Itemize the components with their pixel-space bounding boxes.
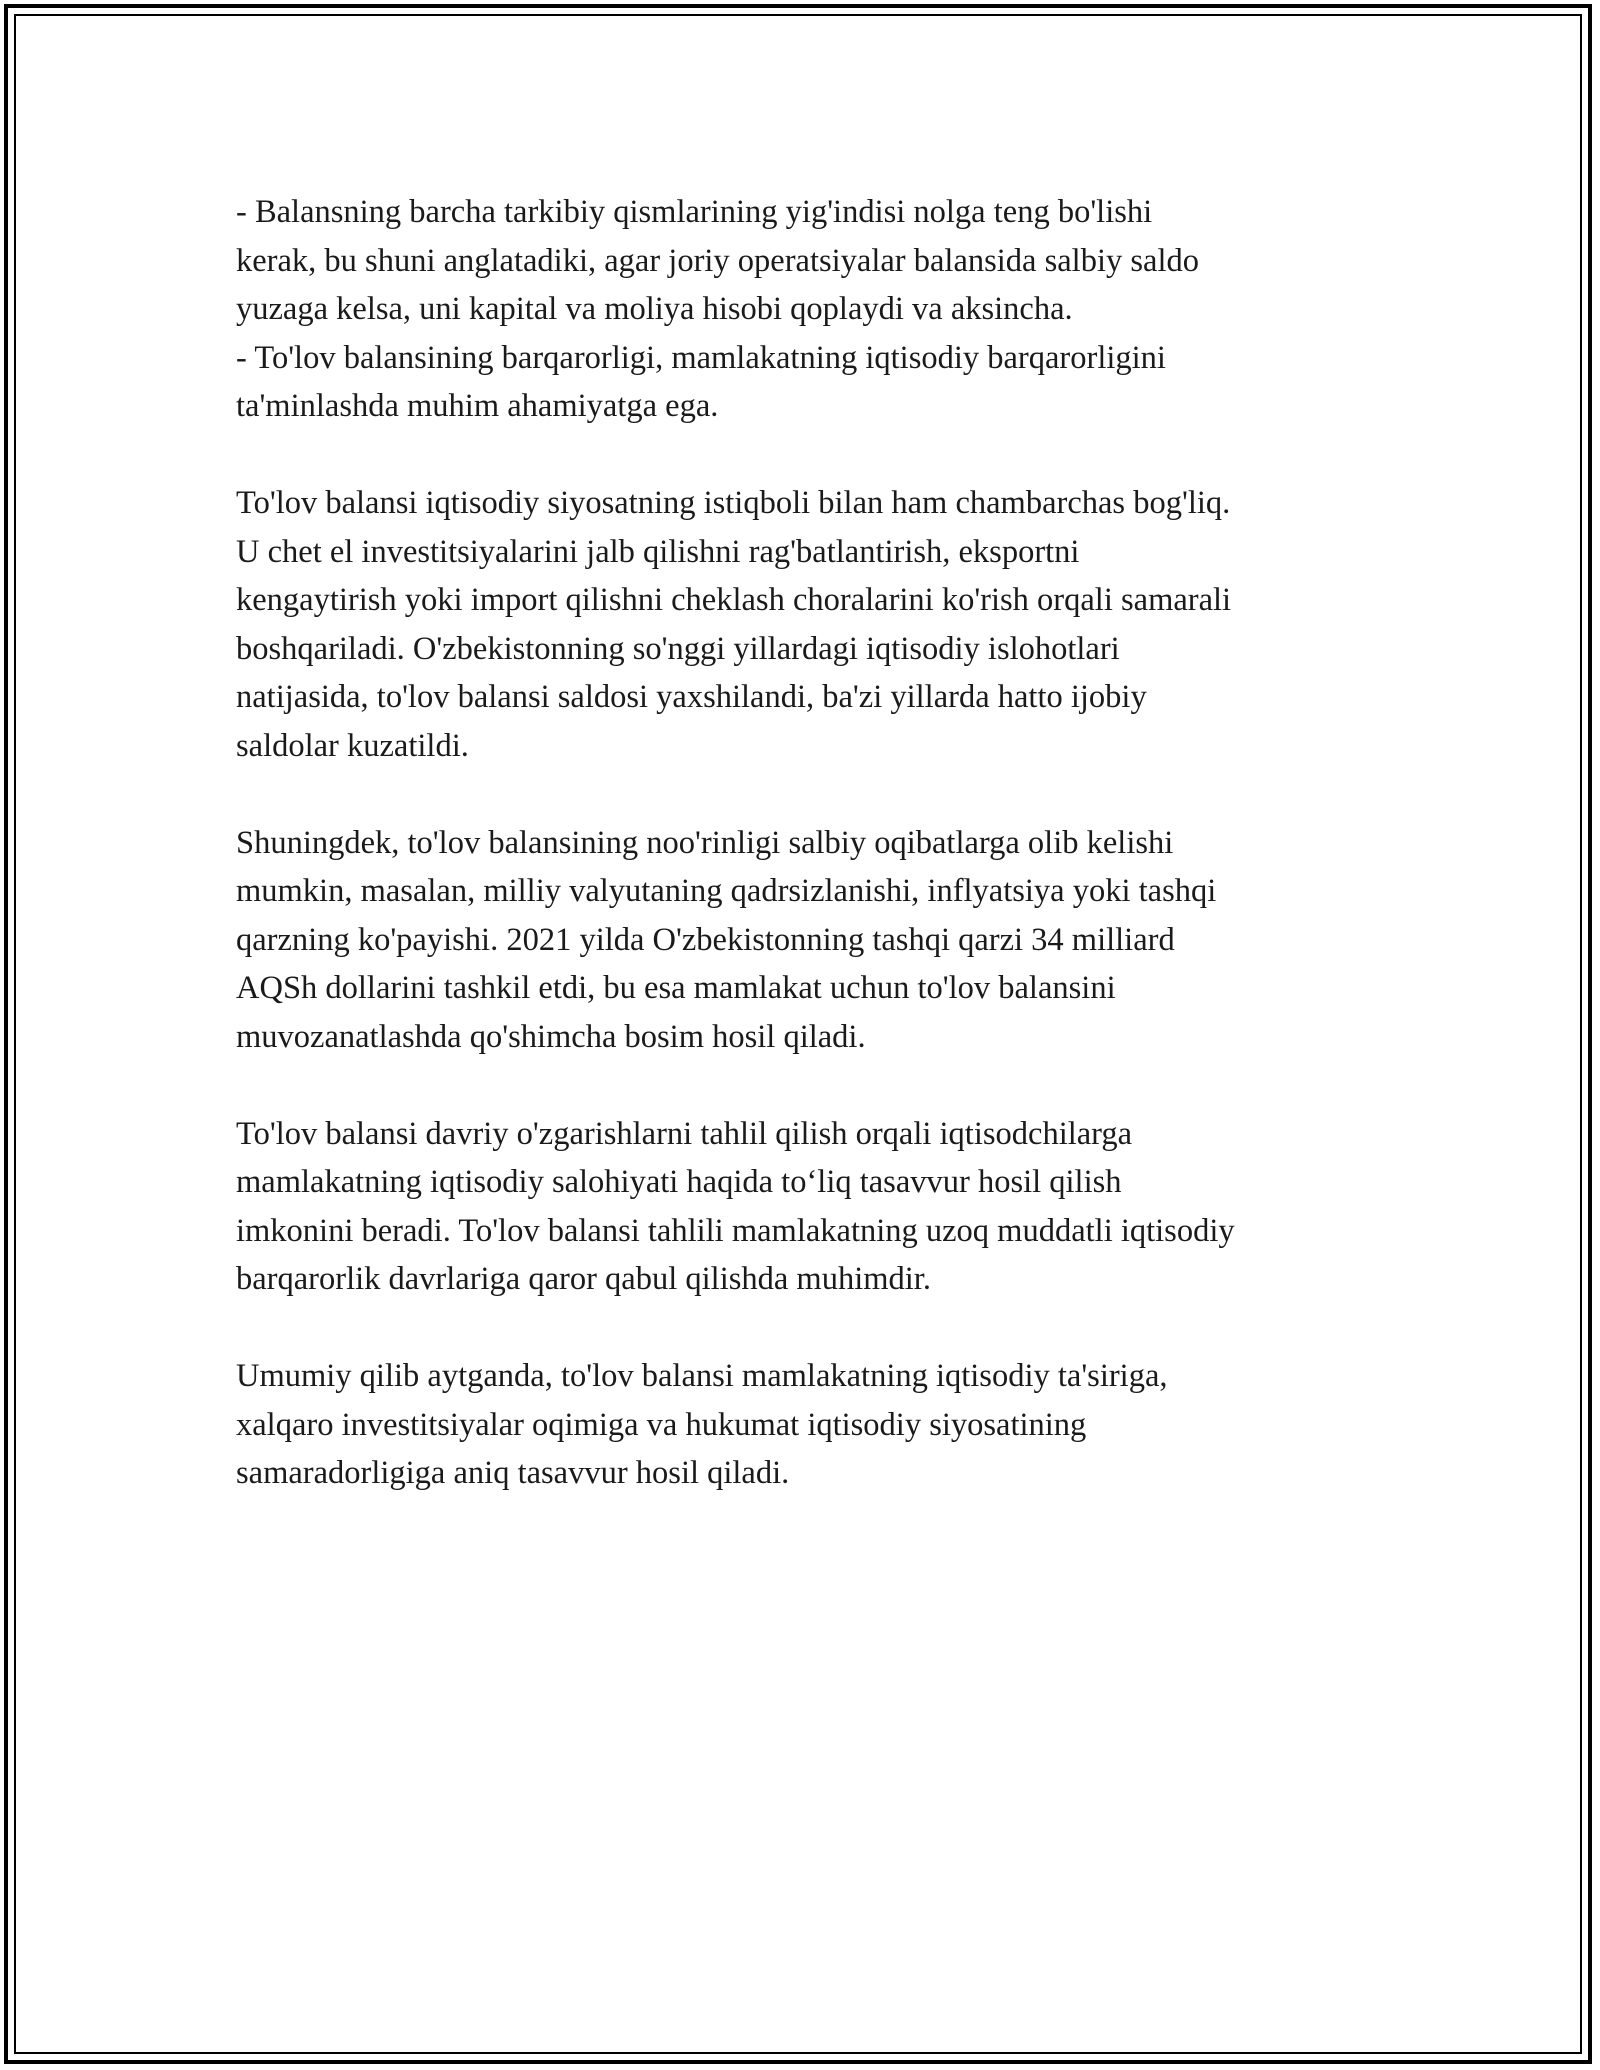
text-line: mamlakatning iqtisodiy salohiyati haqida to‘liq tasavvur hosil qilish: [236, 1164, 1122, 1200]
paragraph-balance-rules: [236, 188, 1396, 431]
paragraph-imbalance-consequences: [236, 819, 1396, 1062]
text-line: - To'lov balansining barqarorligi, mamlakatning iqtisodiy barqarorligini: [236, 339, 1166, 376]
document-body: [236, 188, 1396, 1546]
text-line: To'lov balansi davriy o'zgarishlarni tahlil qilish orqali iqtisodchilarga: [236, 1115, 1133, 1152]
text-line: AQSh dollarini tashkil etdi, bu esa mamlakat uchun to'lov balansini: [236, 970, 1116, 1006]
paragraph-conclusion: [236, 1352, 1396, 1498]
text-line: Umumiy qilib aytganda, to'lov balansi mamlakatning iqtisodiy ta'siriga,: [236, 1358, 1168, 1394]
text-line: saldolar kuzatildi.: [236, 727, 469, 764]
text-line: barqarorlik davrlariga qaror qabul qilishda muhimdir.: [236, 1261, 931, 1297]
text-line: xalqaro investitsiyalar oqimiga va hukumat iqtisodiy siyosatining: [236, 1406, 1087, 1443]
text-line: natijasida, to'lov balansi saldosi yaxshilandi, ba'zi yillarda hatto ijobiy: [236, 679, 1147, 715]
text-line: kerak, bu shuni anglatadiki, agar joriy operatsiyalar balansida salbiy saldo: [236, 242, 1199, 279]
paragraph-periodic-analysis: [236, 1110, 1396, 1304]
text-line: To'lov balansi iqtisodiy siyosatning istiqboli bilan ham chambarchas bog'liq.: [236, 485, 1231, 521]
text-line: qarzning ko'payishi. 2021 yilda O'zbekistonning tashqi qarzi 34 milliard: [236, 921, 1175, 958]
paragraph-economic-policy: [236, 479, 1396, 770]
text-line: samaradorligiga aniq tasavvur hosil qiladi.: [236, 1455, 790, 1491]
text-line: Shuningdek, to'lov balansining noo'rinligi salbiy oqibatlarga olib kelishi: [236, 824, 1174, 861]
text-line: muvozanatlashda qo'shimcha bosim hosil qiladi.: [236, 1018, 866, 1055]
text-line: imkonini beradi. To'lov balansi tahlili mamlakatning uzoq muddatli iqtisodiy: [236, 1212, 1235, 1249]
text-line: ta'minlashda muhim ahamiyatga ega.: [236, 388, 719, 424]
text-line: - Balansning barcha tarkibiy qismlarining yig'indisi nolga teng bo'lishi: [236, 194, 1153, 230]
text-line: U chet el investitsiyalarini jalb qilishni rag'batlantirish, eksportni: [236, 533, 1080, 570]
text-line: yuzaga kelsa, uni kapital va moliya hisobi qoplaydi va aksincha.: [236, 291, 1073, 327]
text-line: boshqariladi. O'zbekistonning so'nggi yillardagi iqtisodiy islohotlari: [236, 630, 1120, 667]
text-line: kengaytirish yoki import qilishni cheklash choralarini ko'rish orqali samarali: [236, 582, 1232, 618]
text-line: mumkin, masalan, milliy valyutaning qadrsizlanishi, inflyatsiya yoki tashqi: [236, 873, 1217, 909]
